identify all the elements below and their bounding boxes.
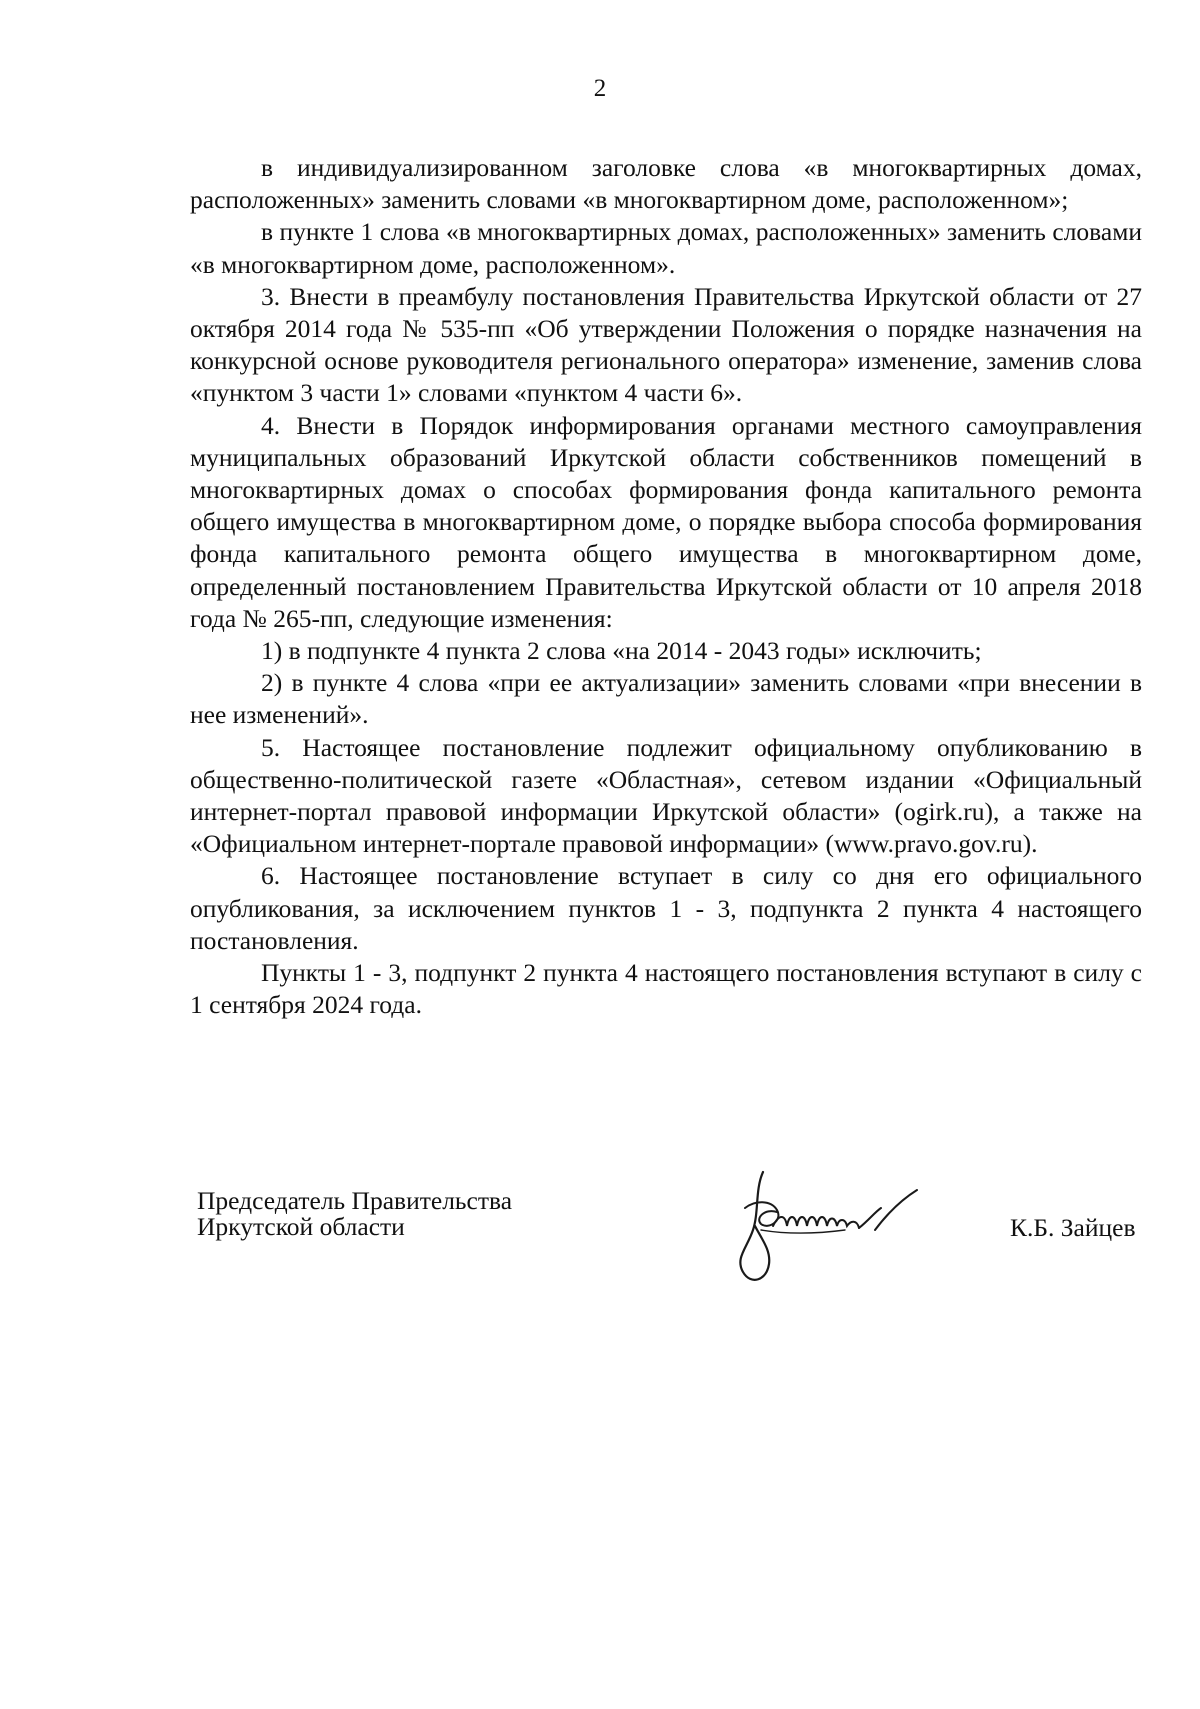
- signature-stroke-loop: [745, 1202, 778, 1226]
- signatory-position-line-2: Иркутской области: [197, 1212, 405, 1241]
- paragraph-section-4: 4. Внести в Порядок информирования органами местного самоуправления муниципальных образований Иркутской области собственников помещений в многоквартирных домах о способах формирования фонда капитального ремонта общего имущества в многоквартирном доме, о порядке выбора способа формирования фонда капитального ремонта общего имущества в многоквартирном доме, определенный постановлением Правительства Иркутской области от 10 апреля 2018 года № 265-пп, следующие изменения:: [190, 410, 1142, 633]
- paragraph-section-3: 3. Внести в преамбулу постановления Правительства Иркутской области от 27 октября 2014 года № 535-пп «Об утверждении Положения о порядке назначения на конкурсной основе руководителя регионального оператора» изменение, заменив слова «пунктом 3 части 1» словами «пунктом 4 части 6».: [190, 281, 1142, 408]
- handwritten-signature: [725, 1160, 935, 1300]
- signer-name: К.Б. Зайцев: [1010, 1213, 1136, 1242]
- signature-stroke-tail: [859, 1190, 917, 1230]
- signature-stroke-waves: [773, 1217, 859, 1228]
- signature-stroke-underline: [761, 1230, 845, 1233]
- paragraph-heading-amendment: в индивидуализированном заголовке слова «в многоквартирных домах, расположенных» заменить словами «в многоквартирном доме, расположенном»;: [190, 153, 1142, 215]
- paragraph-subitem-1: 1) в подпункте 4 пункта 2 слова «на 2014 - 2043 годы» исключить;: [261, 636, 982, 666]
- paragraph-effective-date: Пункты 1 - 3, подпункт 2 пункта 4 настоящего постановления вступают в силу с 1 сентября 2024 года.: [190, 958, 1142, 1020]
- paragraph-item-1-amendment: в пункте 1 слова «в многоквартирных домах, расположенных» заменить словами «в многоквартирном доме, расположенном».: [190, 217, 1142, 279]
- paragraph-section-5: 5. Настоящее постановление подлежит официальному опубликованию в общественно-политической газете «Областная», сетевом издании «Официальный интернет-портал правовой информации Иркутской области» (ogirk.ru), а также на «Официальном интернет-портале правовой информации» (www.pravo.gov.ru).: [190, 732, 1142, 859]
- paragraph-section-6: 6. Настоящее постановление вступает в силу со дня его официального опубликования, за исключением пунктов 1 - 3, подпункта 2 пункта 4 настоящего постановления.: [190, 861, 1142, 955]
- signatory-position: [197, 1188, 512, 1240]
- signatory-position-line-1: Председатель Правительства: [197, 1186, 513, 1215]
- paragraph-subitem-2: 2) в пункте 4 слова «при ее актуализации» заменить словами «при внесении в нее изменений».: [190, 668, 1142, 730]
- page-number: 2: [593, 75, 607, 102]
- document-body: [190, 152, 1142, 1021]
